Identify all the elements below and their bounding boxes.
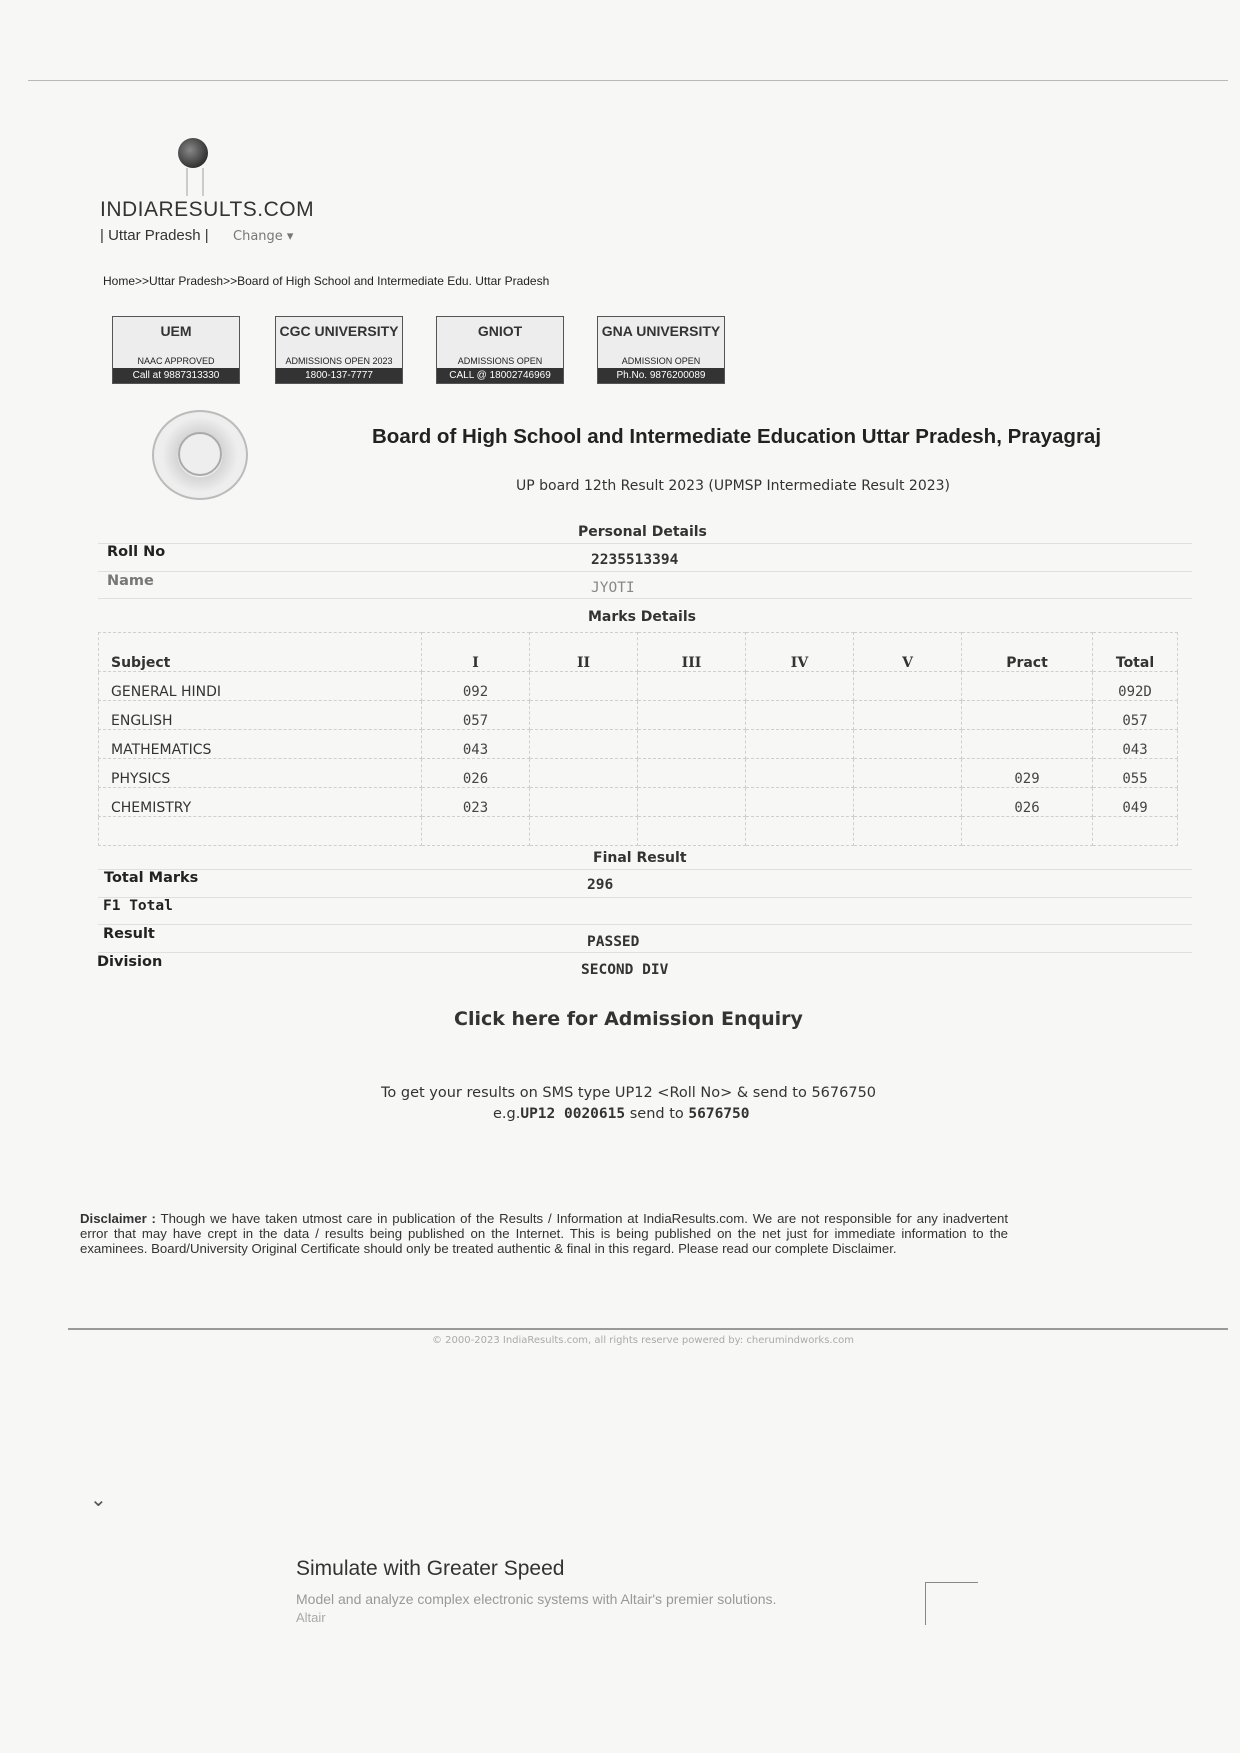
row-divider	[98, 571, 1192, 572]
sms-example	[493, 1106, 749, 1122]
mark-cell: 029	[962, 759, 1093, 788]
roll-no-label: Roll No	[107, 544, 166, 560]
footer-ad-open-icon[interactable]	[925, 1582, 978, 1625]
col-i: I	[422, 633, 530, 672]
marks-table	[98, 632, 1178, 846]
mark-cell	[746, 788, 854, 817]
admission-enquiry-link[interactable]: Click here for Admission Enquiry	[454, 1008, 803, 1030]
subject-cell	[99, 817, 422, 846]
row-divider	[98, 897, 1192, 898]
ad-tagline: ADMISSION OPEN	[621, 356, 701, 366]
mark-cell: 057	[1093, 701, 1178, 730]
ad-banner-gna[interactable]	[597, 316, 725, 384]
marks-row	[99, 672, 1178, 701]
marks-details-heading: Marks Details	[588, 609, 696, 625]
mark-cell	[746, 817, 854, 846]
marks-header-row	[99, 633, 1178, 672]
disclaimer	[80, 1211, 1008, 1256]
globe-icon	[178, 138, 208, 168]
name-value: JYOTI	[591, 580, 635, 596]
mark-cell	[746, 701, 854, 730]
division-value: SECOND DIV	[581, 962, 669, 978]
ad-banner-gniot[interactable]	[436, 316, 564, 384]
subject-cell: PHYSICS	[99, 759, 422, 788]
name-label: Name	[107, 573, 154, 589]
result-value: PASSED	[587, 934, 640, 950]
row-divider	[98, 952, 1192, 953]
ad-banner-cgc[interactable]	[275, 316, 403, 384]
mark-cell: 043	[422, 730, 530, 759]
marks-row	[99, 701, 1178, 730]
mark-cell: 092D	[1093, 672, 1178, 701]
personal-details-heading: Personal Details	[578, 524, 707, 540]
breadcrumb-home[interactable]: Home>>	[103, 274, 150, 288]
mark-cell	[854, 788, 962, 817]
sms-instructions: To get your results on SMS type UP12 <Roll No> & send to 5676750	[381, 1085, 877, 1101]
subject-cell: GENERAL HINDI	[99, 672, 422, 701]
mark-cell	[746, 759, 854, 788]
row-divider	[98, 924, 1192, 925]
mark-cell	[638, 701, 746, 730]
marks-row	[99, 817, 1178, 846]
breadcrumb-state[interactable]: Uttar Pradesh>>	[149, 274, 238, 288]
final-result-heading: Final Result	[593, 850, 687, 866]
mark-cell	[530, 759, 638, 788]
mark-cell	[638, 788, 746, 817]
ad-title: GNA UNIVERSITY	[601, 323, 721, 339]
disclaimer-heading: Disclaimer :	[80, 1211, 156, 1226]
copyright-text: © 2000-2023 IndiaResults.com, all rights reserve powered by: cherumindworks.com	[432, 1335, 854, 1346]
marks-row	[99, 730, 1178, 759]
breadcrumb-board[interactable]: Board of High School and Intermediate Edu. Uttar Pradesh	[237, 274, 550, 288]
mark-cell	[854, 701, 962, 730]
mark-cell	[530, 701, 638, 730]
ad-title: CGC UNIVERSITY	[279, 323, 399, 339]
mark-cell: 043	[1093, 730, 1178, 759]
mark-cell	[638, 759, 746, 788]
result-label: Result	[103, 926, 155, 942]
ad-phone: Ph.No. 9876200089	[598, 368, 724, 383]
marks-row	[99, 759, 1178, 788]
mark-cell	[962, 701, 1093, 730]
mark-cell: 049	[1093, 788, 1178, 817]
mark-cell	[530, 817, 638, 846]
mark-cell	[746, 672, 854, 701]
mark-cell	[638, 730, 746, 759]
subject-cell: CHEMISTRY	[99, 788, 422, 817]
ad-phone: Call at 9887313330	[113, 368, 239, 383]
result-subtitle: UP board 12th Result 2023 (UPMSP Intermediate Result 2023)	[516, 478, 951, 494]
footer-ad-brand: Altair	[296, 1610, 326, 1625]
ad-tagline: ADMISSIONS OPEN	[457, 356, 543, 366]
mark-cell	[854, 672, 962, 701]
state-label: | Uttar Pradesh |	[100, 227, 209, 244]
emblem-inner-ring	[178, 432, 222, 476]
mark-cell	[854, 817, 962, 846]
mark-cell	[530, 730, 638, 759]
total-marks-label: Total Marks	[104, 870, 199, 886]
mark-cell: 026	[962, 788, 1093, 817]
ad-phone: 1800-137-7777	[276, 368, 402, 383]
mark-cell	[638, 817, 746, 846]
mark-cell: 023	[422, 788, 530, 817]
f1-total-label: F1 Total	[103, 898, 173, 914]
mark-cell	[746, 730, 854, 759]
sms-example-code: UP12 0020615	[520, 1106, 626, 1122]
sms-example-prefix: e.g.	[493, 1106, 521, 1122]
sms-example-number: 5676750	[688, 1106, 750, 1122]
mark-cell	[530, 788, 638, 817]
mark-cell	[1093, 817, 1178, 846]
col-pract: Pract	[962, 633, 1093, 672]
mark-cell	[962, 672, 1093, 701]
mark-cell	[854, 730, 962, 759]
ad-title: UEM	[160, 323, 192, 339]
board-title: Board of High School and Intermediate Education Uttar Pradesh, Prayagraj	[372, 425, 1102, 448]
mark-cell	[962, 730, 1093, 759]
top-divider	[28, 80, 1228, 81]
disclaimer-text: Though we have taken utmost care in publication of the Results / Information at IndiaResults.com. We are not responsible for any inadvertent error that may have crept in the data / results being published on the Internet. This is being published on the net just for immediate information to the examinees. Board/University Original Certificate should only be treated authentic & final in this regard. Please read our complete Disclaimer.	[80, 1211, 1008, 1256]
division-label: Division	[97, 954, 163, 970]
board-emblem-icon	[152, 410, 248, 500]
change-state-link[interactable]: Change ▾	[233, 229, 294, 244]
marks-row	[99, 788, 1178, 817]
total-marks-value: 296	[587, 877, 614, 893]
mark-cell: 055	[1093, 759, 1178, 788]
row-divider	[98, 543, 1192, 544]
subject-cell: ENGLISH	[99, 701, 422, 730]
mark-cell: 092	[422, 672, 530, 701]
mark-cell: 057	[422, 701, 530, 730]
ad-phone: CALL @ 18002746969	[437, 368, 563, 383]
logo-stand	[186, 168, 204, 196]
ad-tagline: NAAC APPROVED	[137, 356, 215, 366]
col-subject: Subject	[99, 633, 422, 672]
footer-ad-text: Model and analyze complex electronic systems with Altair's premier solutions.	[296, 1591, 777, 1607]
roll-no-value: 2235513394	[591, 552, 679, 568]
mark-cell	[962, 817, 1093, 846]
ad-tagline: ADMISSIONS OPEN 2023	[285, 356, 393, 366]
col-total: Total	[1093, 633, 1178, 672]
row-divider	[98, 869, 1192, 870]
breadcrumb	[103, 274, 549, 288]
col-v: V	[854, 633, 962, 672]
bottom-divider	[68, 1328, 1228, 1330]
mark-cell	[854, 759, 962, 788]
ad-banners	[112, 316, 732, 386]
mark-cell	[422, 817, 530, 846]
footer-ad-title[interactable]: Simulate with Greater Speed	[296, 1557, 565, 1580]
ad-banner-uem[interactable]	[112, 316, 240, 384]
brand-name: INDIARESULTS.COM	[100, 198, 315, 221]
sms-example-mid: send to	[625, 1106, 689, 1122]
chevron-down-icon[interactable]: ⌄	[90, 1487, 107, 1511]
col-iv: IV	[746, 633, 854, 672]
mark-cell	[638, 672, 746, 701]
ad-title: GNIOT	[477, 323, 523, 339]
mark-cell	[530, 672, 638, 701]
col-ii: II	[530, 633, 638, 672]
subject-cell: MATHEMATICS	[99, 730, 422, 759]
row-divider	[98, 598, 1192, 599]
mark-cell: 026	[422, 759, 530, 788]
col-iii: III	[638, 633, 746, 672]
